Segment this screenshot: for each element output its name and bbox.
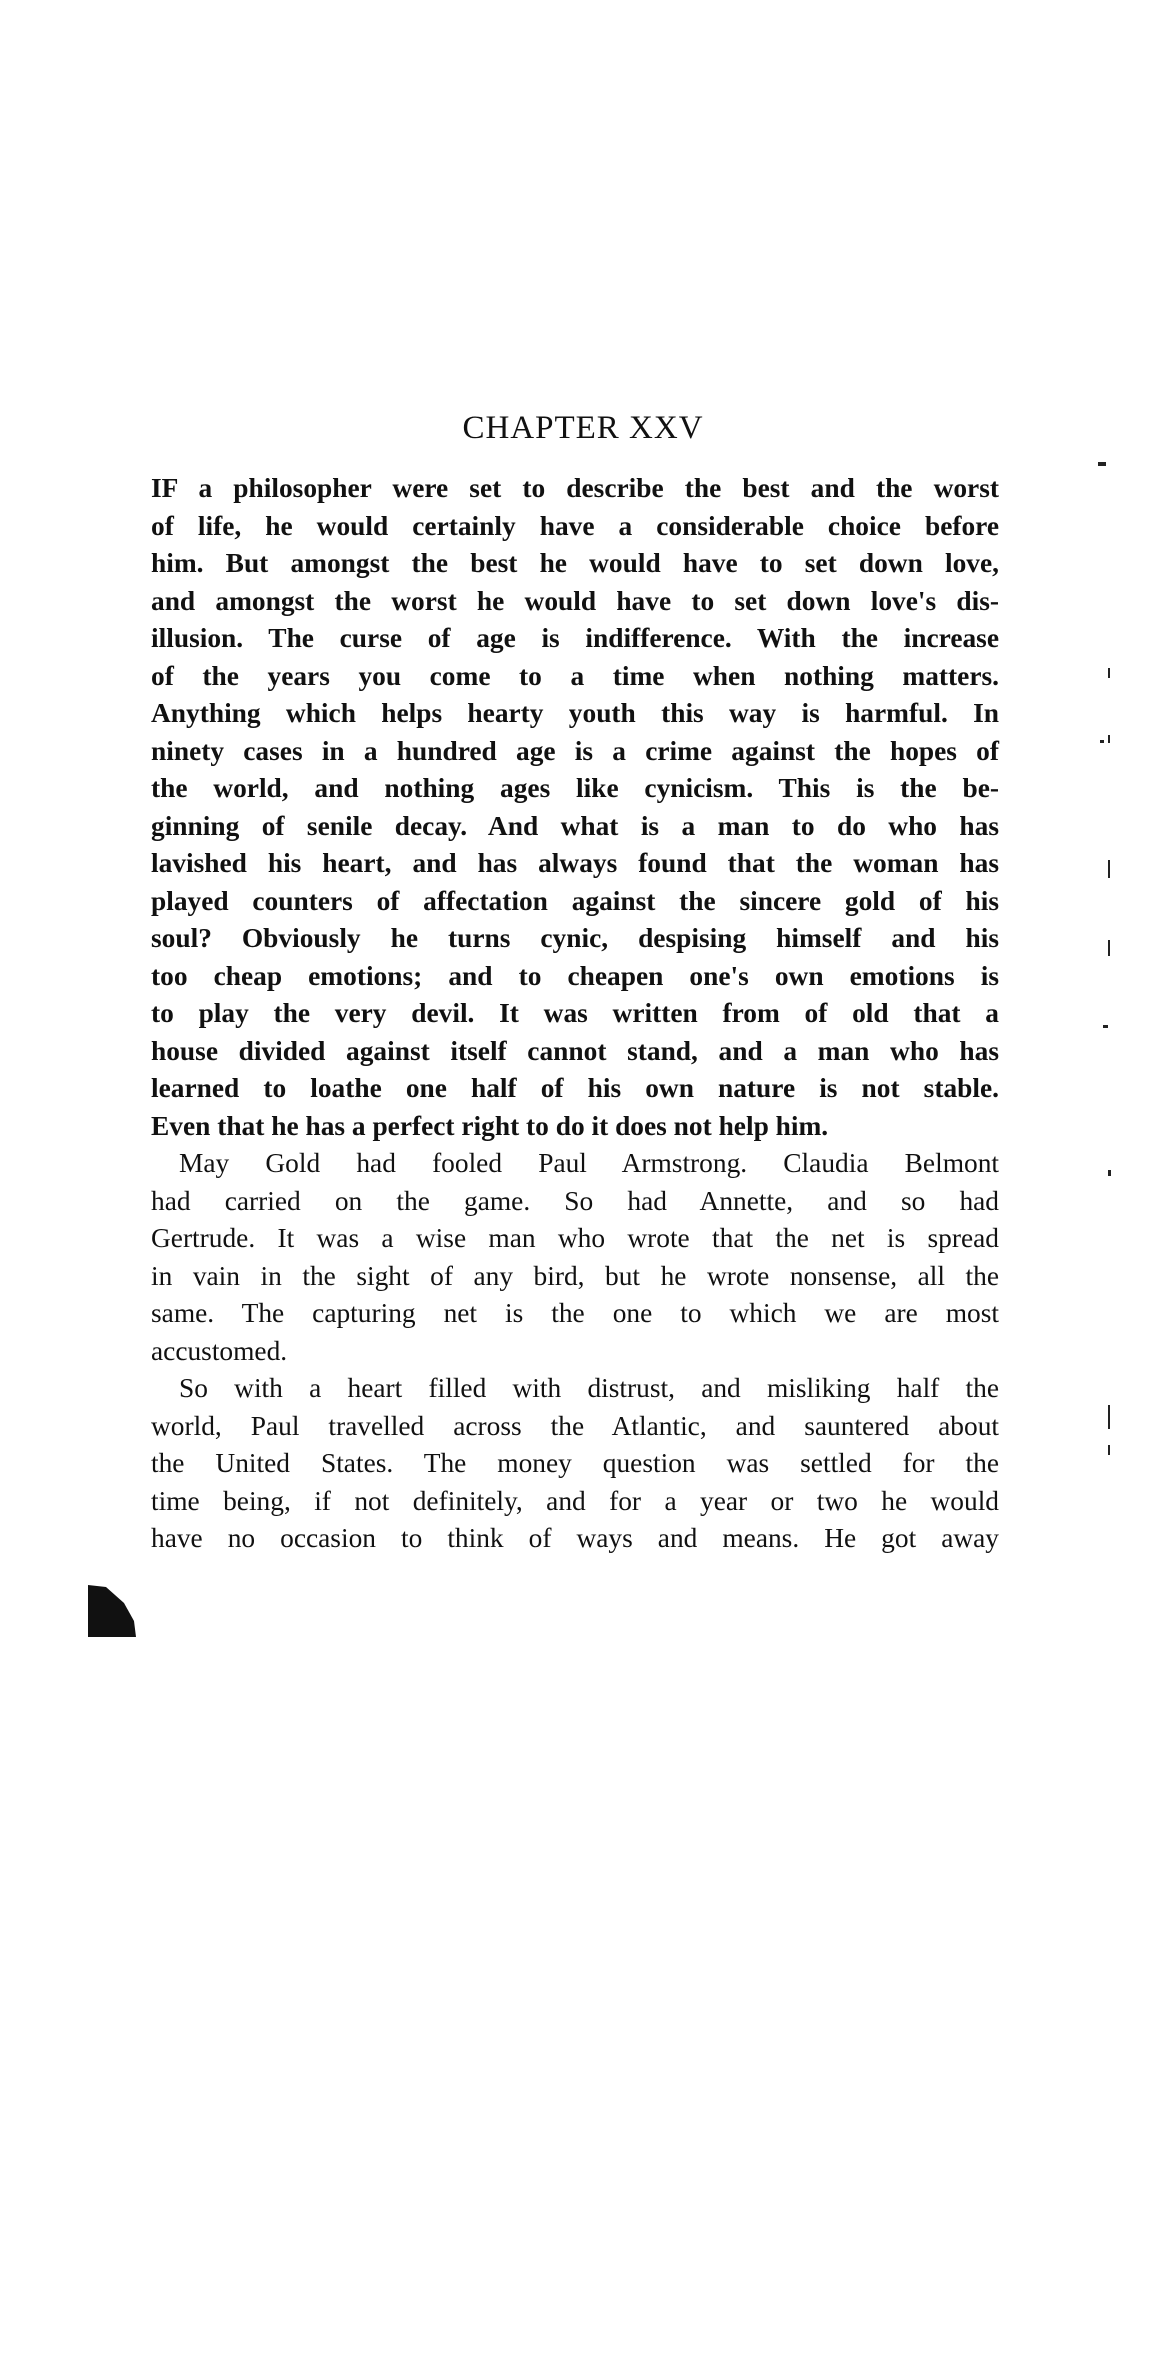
paragraph-2 (151, 1145, 999, 1370)
text-line: ginning of senile decay. And what is a man to do who has (151, 810, 999, 841)
text-line: time being, if not definitely, and for a year or two he would (151, 1485, 999, 1516)
text-line: accustomed. (151, 1335, 288, 1366)
text-line: him. But amongst the best he would have to set down love, (151, 548, 999, 578)
text-line: Anything which helps hearty youth this way is harmful. In (151, 698, 999, 728)
text-line: to play the very devil. It was written from of old that a (151, 998, 999, 1028)
text-line: IF a philosopher were set to describe the best and the worst (151, 473, 999, 503)
paragraph-1 (151, 470, 999, 1145)
scan-artifact (1108, 940, 1110, 956)
chapter-heading: CHAPTER XXV (462, 410, 704, 446)
text-line: So with a heart filled with distrust, and misliking half the (179, 1373, 999, 1403)
text-line: Gertrude. It was a wise man who wrote that the net is spread (151, 1223, 999, 1253)
text-line: in vain in the sight of any bird, but he wrote nonsense, all the (151, 1260, 999, 1291)
paragraph-3 (151, 1370, 999, 1558)
text-line: of life, he would certainly have a considerable choice before (151, 510, 999, 541)
text-line: world, Paul travelled across the Atlantic, and sauntered about (151, 1410, 999, 1441)
scan-artifact (1108, 1445, 1110, 1455)
scan-artifact (1103, 1025, 1108, 1028)
text-line: the world, and nothing ages like cynicism. This is the be- (151, 773, 999, 803)
scan-artifact (1108, 668, 1110, 678)
text-line: same. The capturing net is the one to which we are most (151, 1298, 999, 1328)
scan-artifact (1100, 740, 1104, 743)
text-line: too cheap emotions; and to cheapen one's own emotions is (151, 960, 999, 991)
text-line: soul? Obviously he turns cynic, despising himself and his (151, 923, 999, 953)
text-line: of the years you come to a time when nothing matters. (151, 660, 999, 691)
text-line: illusion. The curse of age is indifference. With the increase (151, 623, 999, 653)
scan-artifact (1108, 735, 1110, 743)
text-line: and amongst the worst he would have to set down love's dis- (151, 585, 999, 616)
scan-corner-mark (88, 1585, 136, 1637)
scan-artifact (1108, 860, 1110, 878)
text-line: May Gold had fooled Paul Armstrong. Claudia Belmont (179, 1148, 999, 1178)
scan-artifact (1098, 462, 1106, 466)
text-line: lavished his heart, and has always found that the woman has (151, 848, 999, 878)
text-line: had carried on the game. So had Annette, and so had (151, 1185, 999, 1216)
text-line: the United States. The money question was settled for the (151, 1448, 999, 1478)
text-line: ninety cases in a hundred age is a crime against the hopes of (151, 735, 999, 766)
body-text (151, 470, 999, 1558)
scan-artifact (1108, 1405, 1110, 1429)
scan-artifact (1108, 1170, 1111, 1176)
text-line: Even that he has a perfect right to do it does not help him. (151, 1110, 829, 1141)
text-line: house divided against itself cannot stand, and a man who has (151, 1035, 999, 1066)
text-line: played counters of affectation against the sincere gold of his (151, 885, 999, 916)
text-line: have no occasion to think of ways and means. He got away (151, 1523, 999, 1553)
text-line: learned to loathe one half of his own nature is not stable. (151, 1073, 999, 1103)
